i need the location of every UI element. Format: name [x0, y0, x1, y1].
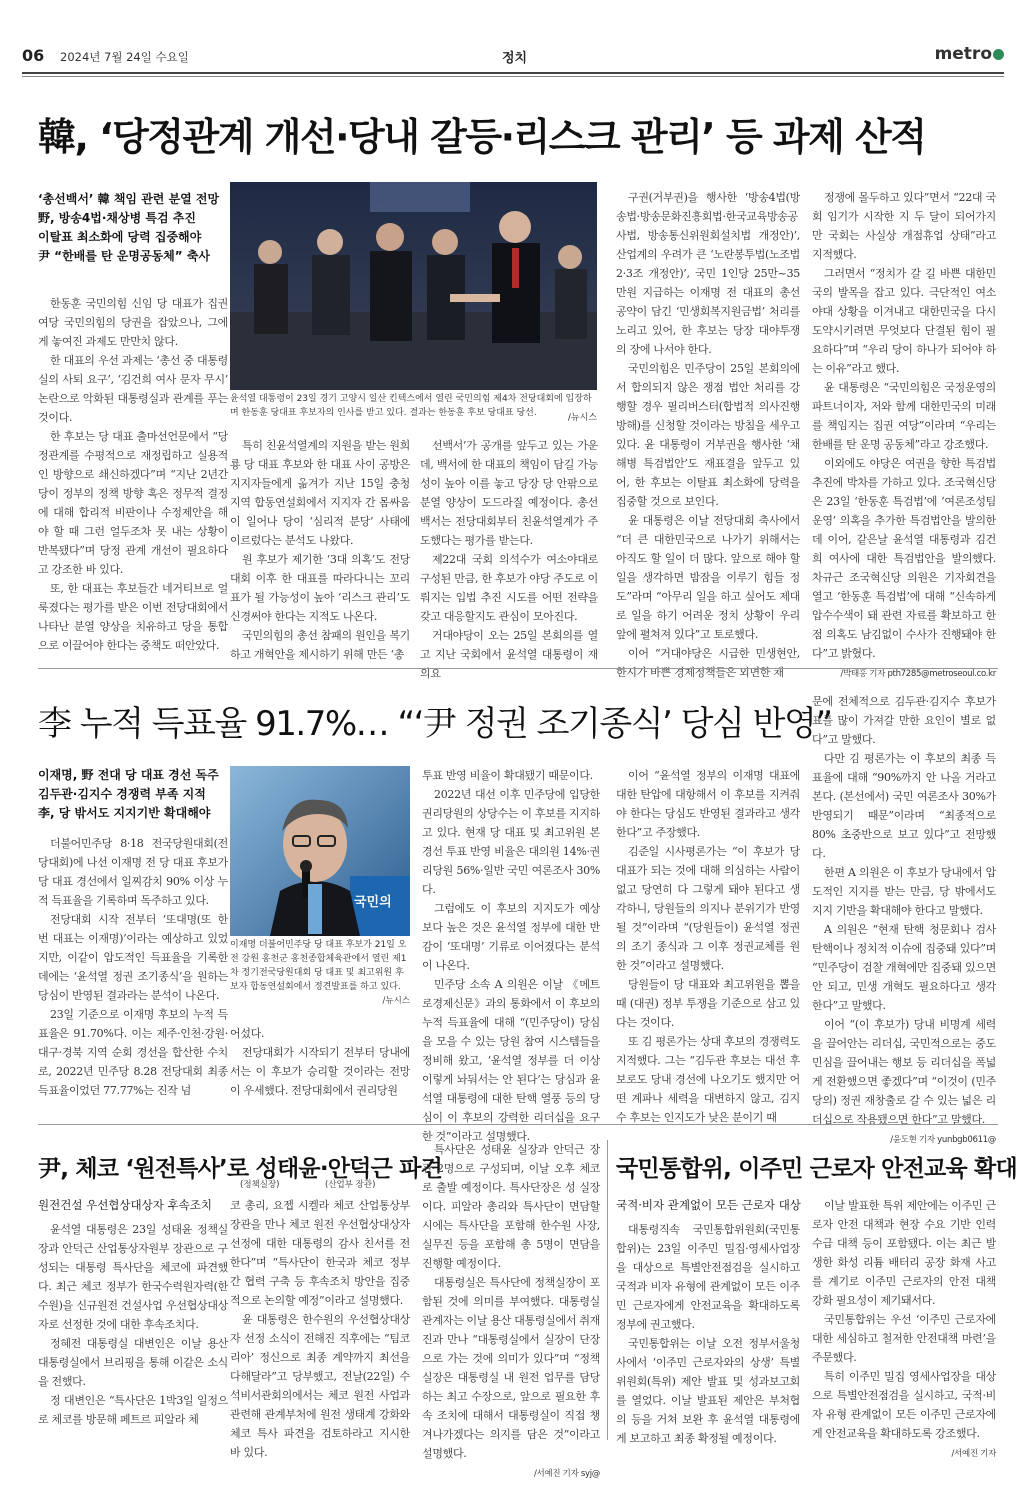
- paragraph: 2022년 대선 이후 민주당에 입당한 권리당원의 상당수는 이 후보를 지지하고 있다. 현재 당 대표 및 최고위원 본 경선 투표 반영 비율은 대의원 14%·권리당원 56%·일반 국민 여론조사 30%다.: [422, 788, 601, 896]
- article1-subhead-1: ‘총선백서’ 韓 책임 관련 분열 전망: [38, 192, 220, 206]
- article2-col5: [812, 692, 996, 1150]
- article4-byline: /서예진 기자: [951, 1449, 996, 1459]
- header-rule: [22, 72, 1004, 74]
- paragraph: 김준일 시사평론가는 “이 후보가 당 대표가 되는 것에 대해 의심하는 사람이 없고 당연히 다 그렇게 돼야 된다고 생각하니, 당원들의 의지나 분위기가 반영될 것”이라며 “(당원들이) 윤석열 정권의 조기 종식과 그 이후 정권교체를 원한 것”이라고 설명했다.: [616, 845, 800, 972]
- photo-speaker-image: [230, 766, 410, 936]
- article4-col2: [812, 1196, 996, 1464]
- paragraph: 거대야당이 오는 25일 본회의를 열고 지난 국회에서 윤석열 대통령이 재의요: [420, 629, 598, 680]
- paragraph: 투표 반영 비율이 확대됐기 때문이다.: [422, 769, 593, 782]
- paragraph: 코 총리, 요젭 시켈라 체코 산업통상부 장관을 만나 체코 원전 우선협상대상자 선정에 대한 대통령의 감사 친서를 전한다”며 “특사단이 한국과 체코 정부 간 협력 구축 등 후속조치 방안을 집중적으로 논의할 예정”이라고 설명했다.: [230, 1199, 410, 1307]
- paragraph: 국민의힘은 민주당이 25일 본회의에서 합의되지 않은 쟁점 법안 처리를 강행할 경우 필리버스터(합법적 의사진행 방해)를 신청할 것이라는 방침을 세우고 있다. 윤 대통령이 거부권을 행사한 ‘채 해병 특검법안’도 재표결을 앞두고 있어, 한 후보는 이탈표 최소화에 당력을 집중할 것으로 보인다.: [616, 362, 800, 508]
- paragraph: 문에 전체적으로 김두관·김지수 후보가 표를 많이 가져갈 만한 요인이 별로 없다”고 말했다.: [812, 695, 996, 746]
- paragraph: 제22대 국회 의석수가 여소야대로 구성된 만큼, 한 후보가 야당 주도로 이뤄지는 입법 추진 시도를 어떤 전략을 갖고 대응할지도 관심이 모아진다.: [420, 553, 598, 623]
- paragraph: 국민통합위는 우선 ‘이주민 근로자에 대한 세심하고 철저한 안전대책 마련’을 주문했다.: [812, 1313, 996, 1364]
- paragraph: 윤 대통령은 이날 전당대회 축사에서 “더 큰 대한민국으로 나가기 위해서는 아직도 할 일이 더 많다. 앞으로 해야 할 일을 생각하면 밤잠을 이루기 힘들 정도”라며 “아무리 일을 하고 싶어도 제대로 일을 하기 어려운 정치 상황이 우리 앞에 펼쳐져 있다”고 토로했다.: [616, 514, 800, 641]
- paragraph: 또, 한 대표는 후보들간 네거티브로 얼룩졌다는 평가를 받은 이번 전당대회에서 나타난 분열 양상을 치유하고 당을 통합으로 이끌어야 한다는 중책도 떠안았다.: [38, 582, 228, 652]
- article2-headline: 李 누적 득표율 91.7%… “‘尹 정권 조기종식’ 당심 반영”: [38, 704, 832, 744]
- paragraph: 한동훈 국민의힘 신임 당 대표가 집권여당 국민의힘의 당권을 잡았으나, 그에게 놓여진 과제도 만만치 않다.: [38, 297, 228, 348]
- paragraph: 그럼에도 이 후보의 지지도가 예상보다 높은 것은 윤석열 정부에 대한 반감이 ‘또대명’ 기류로 이어졌다는 분석이 나온다.: [422, 902, 600, 972]
- article3-col2: [230, 1196, 410, 1462]
- article2-subhead-2: 김두관·김지수 경쟁력 부족 지적: [38, 787, 206, 801]
- article4-subhead: 국적·비자 관계없이 모든 근로자 대상: [616, 1198, 801, 1212]
- paragraph: 특히 친윤석열계의 지원을 받는 원희룡 당 대표 후보와 한 대표 사이 공방은 지지자들에게 옮겨가 지난 15일 충청 지역 합동연설회에서 지지자 간 몸싸움이 일어나 당이 ‘심리적 분당’ 사태에 이르렀다는 분석도 나왔다.: [230, 439, 410, 547]
- header-rule-thin: [22, 76, 1004, 77]
- article3-label-1: (정책실장): [240, 1180, 280, 1190]
- article2-byline: /윤도현 기자 yunbgb0611@: [890, 1135, 996, 1145]
- article3-col3: [422, 1140, 600, 1484]
- paragraph: 특히 이주민 밀집 영세사업장을 대상으로 특별안전점검을 실시하고, 국적·비자 유형 관계없이 모든 이주민 근로자에게 안전교육을 확대하도록 강조했다.: [812, 1370, 996, 1440]
- article1-col4: [616, 188, 800, 682]
- article3-headline: 尹, 체코 ‘원전특사’로 성태윤·안덕근 파견: [38, 1156, 443, 1182]
- paragraph: 이어 “거대야당은 시급한 민생현안, 한시가 바쁜 경제정책들은 외면한 채: [616, 647, 800, 679]
- paragraph: 이어 “윤석열 정부의 이재명 대표에 대한 탄압에 대항해서 이 후보를 지켜줘야 한다는 당심도 반영된 결과라고 생각한다”고 주장했다.: [616, 769, 800, 839]
- article1-subhead-3: 이탈표 최소화에 당력 집중해야: [38, 230, 202, 244]
- paragraph: 23일 기준으로 이재명 후보의 누적 득표율은 91.70%다. 이는 제주·인천·강원·대구·경북 지역 순회 경선을 합산한 수치로, 2022년 민주당 8.28 전당대회 최종 득표율이었던 77.77%는 진작 넘: [38, 1008, 228, 1097]
- caption-text: 이재명 더불어민주당 당 대표 후보가 21일 오전 강원 홍천군 홍천종합체육관에서 열린 제1차 정기전국당원대회 당 대표 및 최고위원 후보자 합동연설회에서 정견발표를 하고 있다.: [230, 940, 407, 992]
- photo-sign-text: 국민의: [354, 895, 392, 910]
- paragraph: 전당대회 시작 전부터 ‘또대명(또 한 번 대표는 이재명)’이라는 예상하고 있었지만, 이같이 압도적인 득표율을 기록한 데에는 ‘윤석열 정권 조기종식’을 원하는 당심이 반영된 결과라는 분석이 나온다.: [38, 913, 228, 1002]
- paragraph: 국민의힘의 총선 참패의 원인을 복기하고 개혁안을 제시하기 위해 만든 ‘총: [230, 629, 410, 661]
- article1-subheads: [38, 190, 228, 266]
- paragraph: 윤 대통령은 한수원의 우선협상대상자 선정 소식이 전해진 직후에는 “팀코리아’ 정신으로 최종 계약까지 최선을 다해달라”고 당부했고, 전날(22일) 수석비서관회의에서는 체코 원전 사업과 관련해 관계부처에 원전 생태계 강화와 체코 특사 파견을 검토하라고 지시한 바 있다.: [230, 1313, 410, 1459]
- article1-photo: [230, 182, 597, 390]
- paragraph: 이날 발표한 특위 제안에는 이주민 근로자 안전 대책과 현장 수요 기반 인력 수급 대책 등이 포함됐다. 이는 최근 발생한 화성 리튬 배터리 공장 화재 사고를 계기로 이주민 근로자의 안전 대책 강화 필요성이 제기돼서다.: [812, 1199, 996, 1307]
- paragraph: 윤 대통령은 “국민의힘은 국정운영의 파트너이자, 저와 함께 대한민국의 미래를 책임지는 집권 여당”이라며 “우리는 한배를 탄 운명 공동체”라고 강조했다.: [812, 381, 996, 451]
- article1-byline: /박태홍 기자 pth7285@metroseoul.co.kr: [840, 669, 996, 679]
- paragraph: 대통령실은 특사단에 정책실장이 포함된 것에 의미를 부여했다. 대통령실 관계자는 이날 용산 대통령실에서 취재진과 만나 “대통령실에서 실장이 단장으로 가는 것에 의미가 있다”며 “정책실장은 대통령실 내 원전 업무를 담당하는 최고 수장으로, 앞으로 필요한 후속 조치에 대해서 대통령실이 직접 챙겨나가겠다는 의지를 담은 것”이라고 설명했다.: [422, 1276, 601, 1460]
- article1-col2: [230, 436, 410, 664]
- article2-col1: [38, 834, 228, 1100]
- article2-subheads: [38, 766, 228, 823]
- paragraph: 한 대표의 우선 과제는 ‘총선 중 대통령실의 사퇴 요구’, ‘김건희 여사 문자 무시’ 논란으로 악화된 대통령실과 관계를 푸는 것이다.: [38, 354, 228, 424]
- page-number: 06: [22, 46, 45, 65]
- article4-col1: [616, 1220, 800, 1448]
- photo-handshake-image: [230, 182, 597, 390]
- article1-subhead-4: 尹 “한배를 탄 운명공동체” 축사: [38, 249, 210, 263]
- article3-col1: [38, 1220, 228, 1429]
- paragraph: 정 대변인은 “특사단은 1박3일 일정으로 체코를 방문해 페트르 피알라 체: [38, 1394, 228, 1426]
- paragraph: 그러면서 “정치가 갈 길 바쁜 대한민국의 발목을 잡고 있다. 극단적인 여소야대 상황을 이겨내고 대한민국을 다시 도약시키려면 무엇보다 단결된 힘이 필요하다”며 “우리 당이 하나가 되어야 하는 이유”라고 했다.: [812, 267, 996, 375]
- paragraph: A 의원은 “현재 탄핵 청문회나 검사 탄핵이나 정치적 이슈에 집중돼 있다”며 “민주당이 검찰 개혁에만 집중돼 있으면 안 되고, 민생 개혁도 필요하다고 생각한다”고 말했다.: [812, 923, 996, 1012]
- paragraph: 한 후보는 당 대표 출마선언문에서 “당정관계를 수평적으로 재정립하고 실용적인 방향으로 쇄신하겠다”며 “지난 2년간 당이 정부의 정책 방향 혹은 정무적 결정에 대해 합리적 비판이나 수정제안을 해야 할 때 그런 얼두조차 못 내는 상황이 반복됐다”며 당정 관계 개선이 필요하다고 강조한 바 있다.: [38, 430, 228, 576]
- article-divider: [38, 668, 998, 669]
- paragraph: 다만 김 평론가는 이 후보의 최종 득표율에 대해 “90%까지 안 나올 거라고 본다. (본선에서) 국민 여론조사 30%가 반영되기 때문”이라며 “최종적으로 80% 초중반으로 보고 있다”고 전망했다.: [812, 752, 996, 860]
- article-divider: [38, 1124, 998, 1125]
- article3-byline: /서예진 기자 syj@: [533, 1469, 600, 1479]
- column-divider: [607, 1140, 608, 1440]
- paragraph: 정혜전 대통령실 대변인은 이날 용산 대통령실에서 브리핑을 통해 이같은 소식을 전했다.: [38, 1337, 228, 1388]
- section-label: 정치: [502, 51, 528, 66]
- paragraph: 더불어민주당 8·18 전국당원대회(전당대회)에 나선 이재명 전 당 대표 후보가 당 대표 경선에서 일찌감치 90% 이상 누적 득표율을 기록하며 독주하고 있다.: [38, 837, 228, 907]
- paragraph: 특사단은 성태윤 실장과 안덕근 장관 2명으로 구성되며, 이날 오후 체코로 출발 예정이다. 특사단장은 성 실장이다. 피알라 총리와 특사단이 면담할 시에는 특사단을 포함해 한수원 사장, 실무진 등을 포함해 총 5명이 면담을 진행할 예정이다.: [422, 1143, 600, 1270]
- article1-col1: [38, 294, 228, 655]
- article1-headline: 韓, ‘당정관계 개선·당내 갈등·리스크 관리’ 등 과제 산적: [38, 115, 926, 159]
- paragraph: 선백서’가 공개를 앞두고 있는 가운데, 백서에 한 대표의 책임이 담길 가능성이 높아 이를 놓고 당장 당 안팎으로 분열 양상이 도드라질 예정이다. 총선백서는 전당대회부터 친윤석열계가 주도했다는 평가를 받는다.: [420, 439, 598, 547]
- paragraph: 정쟁에 몰두하고 있다”면서 “22대 국회 임기가 시작한 지 두 달이 되어가지만 국회는 사실상 개점휴업 상태”라고 지적했다.: [812, 191, 996, 261]
- paragraph: 또 김 평론가는 상대 후보의 경쟁력도 지적했다. 그는 “김두관 후보는 대선 후보로도 당내 경선에 나오기도 했지만 어떤 계파나 세력을 대변하지 않고, 김지수 후보는 인지도가 낮은 분이기 때: [616, 1035, 800, 1124]
- logo-dot-icon: [993, 49, 1004, 60]
- article2-col4: [616, 766, 800, 1127]
- paragraph: 이외에도 야당은 여권을 향한 특검법 추진에 박차를 가하고 있다. 조국혁신당은 23일 ‘한동훈 특검법’에 ‘여론조성팀 운영’ 의혹을 추가한 특검법안을 발의한 데 이어, 같은날 윤석열 대통령과 김건희 여사에 대한 특검법안을 발의했다. 차규근 조국혁신당 의원은 기자회견을 열고 ‘한동훈 특검법’에 대해 “신속하게 압수수색이 돼 관련 자료를 확보하고 한 점 의혹도 남김없이 수사가 진행돼야 한다”고 밝혔다.: [812, 457, 996, 660]
- paragraph: 당원들이 당 대표와 최고위원을 뽑을 때 (대권) 정부 투쟁을 기준으로 삼고 있다는 것이다.: [616, 978, 800, 1029]
- paragraph: 어섰다.: [230, 1027, 265, 1040]
- paragraph: 전당대회가 시작되기 전부터 당내에서는 이 후보가 승리할 것이라는 전망이 우세했다. 전당대회에서 권리당원: [230, 1046, 410, 1097]
- paragraph: 민주당 소속 A 의원은 이날 《메트로경제신문》과의 통화에서 이 후보의 누적 득표율에 대해 “(민주당이) 당심을 모을 수 있는 당원 참여 시스템들을 정비해 왔고, ‘윤석열 정부를 더 이상 이렇게 놔둬서는 안 된다’는 당심과 윤석열 대통령에 대한 탄핵 열풍 등의 당심이 이 후보의 강력한 리더십을 요구한 것”이라고 설명했다.: [422, 978, 600, 1143]
- article2-caption: [230, 938, 410, 1008]
- article1-col5: [812, 188, 996, 684]
- paragraph: 윤석열 대통령은 23일 성태윤 정책실장과 안덕근 산업통상자원부 장관으로 구성되는 대통령 특사단을 체코에 파견했다. 최근 체코 정부가 한국수력원자력(한수원)을 신규원전 건설사업 우선협상대상자로 선정한 것에 대한 후속조치다.: [38, 1223, 228, 1331]
- paragraph: 대통령직속 국민통합위원회(국민통합위)는 23일 이주민 밀집·영세사업장을 대상으로 특별안전점검을 실시하고 국적과 비자 유형에 관계없이 모든 이주민 근로자에게 안전교육을 확대하도록 정부에 권고했다.: [616, 1223, 800, 1331]
- paragraph: 한편 A 의원은 이 후보가 당내에서 압도적인 지지를 받는 만큼, 당 밖에서도 지지 기반을 확대해야 한다고 말했다.: [812, 866, 996, 917]
- paragraph: 이어 “(이 후보가) 당내 비명계 세력을 끌어안는 리더십, 국민적으로는 중도 민심을 끌어내는 행보 등 리더십을 폭넓게 전환했으면 좋겠다”며 “이것이 (민주당의) 정권 재창출로 갈 수 있는 넓은 리더십으로 작용됐으면 한다”고 말했다.: [812, 1018, 996, 1126]
- metro-logo: [935, 44, 1004, 64]
- issue-date: 2024년 7월 24일 수요일: [60, 50, 189, 64]
- page-header: [22, 40, 1004, 70]
- paragraph: 구권(거부권)을 행사한 ‘방송4법(방송법·방송문화진흥회법·한국교육방송공사법, 방송통신위원회설치법 개정안)’, 산업계의 우려가 큰 ‘노란봉투법(노조법 2·3조 개정안)’, 국민 1인당 25만~35만원 지급하는 이재명 전 대표의 총선 공약이 담긴 ‘민생회복지원금법’ 처리를 노리고 있어, 한 후보는 당장 대야투쟁의 장에 나서야 한다.: [616, 191, 800, 356]
- article2-col2: [230, 1024, 410, 1100]
- article1-subhead-2: 野, 방송4법·채상병 특검 추진: [38, 211, 196, 225]
- paragraph: 원 후보가 제기한 ‘3대 의혹’도 전당대회 이후 한 대표를 따라다니는 꼬리표가 될 가능성이 높아 ‘리스크 관리’도 신경써야 한다는 지적도 나온다.: [230, 553, 410, 623]
- paragraph: 국민통합위는 이날 오전 정부서울청사에서 ‘이주민 근로자와의 상생’ 특별위원회(특위) 제안 발표 및 성과보고회를 열었다. 이날 발표된 제안은 부처협의 등을 거쳐 보완 후 윤석열 대통령에게 보고하고 최종 확정될 예정이다.: [616, 1337, 800, 1445]
- article1-col3: [420, 436, 598, 683]
- article1-photo-credit: /뉴시스: [567, 413, 597, 423]
- article3-label-2: (산업부 장관): [325, 1180, 376, 1190]
- article2-photo: [230, 766, 410, 936]
- logo-text: metro: [934, 44, 992, 64]
- article2-subhead-3: 李, 당 밖서도 지지기반 확대해야: [38, 806, 211, 820]
- article2-col3: [422, 766, 600, 1146]
- article2-subhead-1: 이재명, 野 전대 당 대표 경선 독주: [38, 768, 219, 782]
- article2-photo-credit: /뉴시스: [382, 996, 410, 1006]
- article4-headline: 국민통합위, 이주민 근로자 안전교육 확대: [616, 1156, 1017, 1182]
- article3-subhead: 원전건설 우선협상대상자 후속조치: [38, 1198, 212, 1212]
- caption-text: 윤석열 대통령이 23일 경기 고양시 일산 킨텍스에서 열린 국민의힘 제4차 전당대회에 입장하며 한동훈 당대표 후보자의 인사를 받고 있다. 결과는 한동훈 후보 당대표 당선.: [230, 394, 592, 418]
